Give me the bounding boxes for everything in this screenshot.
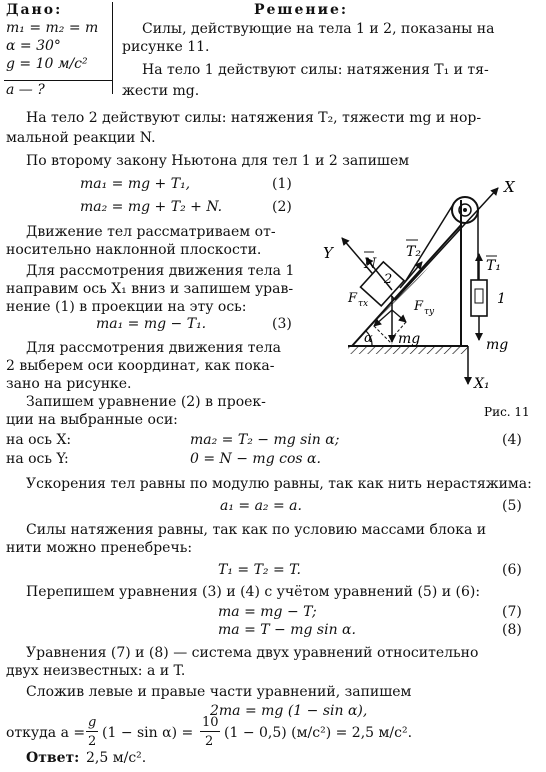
body-1-label: 1 [497,291,506,307]
equation-9: 2ma = mg (1 − sin α), [210,703,368,719]
axis-x-letter: X [504,178,515,196]
answer-label: Ответ: [26,750,80,766]
equation-4-x: ma₂ = T₂ − mg sin α; [190,432,340,448]
gravity-body-2-label: mg [398,331,421,347]
given-find: a — ? [6,82,45,98]
given-line-masses: m₁ = m₂ = m [6,20,99,36]
paragraph-12-line-1: Уравнения (7) и (8) — система двух уравнений относительно [26,645,479,661]
paragraph-5-line-1: Движение тел рассматриваем от- [26,224,276,240]
paragraph-6-line-3: нение (1) в проекции на эту ось: [6,299,247,315]
component-guide-1 [374,326,392,344]
equation-5: a₁ = a₂ = a. [220,498,302,514]
given-line-gravity: g = 10 м/с² [6,56,88,72]
paragraph-12-line-2: двух неизвестных: a и T. [6,663,186,679]
figure-caption: Рис. 11 [484,405,530,419]
paragraph-13: Сложив левые и правые части уравнений, запишем [26,684,412,700]
paragraph-9: Ускорения тел равны по модулю равны, так как нить нерастяжима: [26,476,532,492]
final-fraction-2-numerator: 10 [202,715,219,730]
equation-3-number: (3) [272,316,292,332]
paragraph-2-line-2: жести mg. [122,83,200,99]
answer-value: 2,5 м/с². [86,750,147,766]
equation-5-number: (5) [502,498,522,514]
axis-x-label: на ось X: [6,432,72,448]
equation-7-number: (7) [502,604,522,620]
equation-2: ma₂ = mg + T₂ + N. [80,199,223,215]
gravity-y-component-subscript: τy [424,307,435,317]
equation-4-y: 0 = N − mg cos α. [190,451,321,467]
pulley-axle [463,208,467,212]
equation-8: ma = T − mg sin α. [218,622,356,638]
equation-8-number: (8) [502,622,522,638]
paragraph-6-line-2: направим ось X₁ вниз и запишем урав- [6,281,294,297]
paragraph-1-line-2: рисунке 11. [122,39,210,55]
solution-title: Решение: [254,2,349,18]
paragraph-11: Перепишем уравнения (3) и (4) с учётом уравнений (5) и (6): [26,584,481,600]
paragraph-5-line-2: носительно наклонной плоскости. [6,242,262,258]
paragraph-10-line-1: Силы натяжения равны, так как по условию массами блока и [26,522,487,538]
final-tail: (1 − 0,5) (м/с²) = 2,5 м/с². [224,725,413,741]
equation-3: ma₁ = mg − T₁. [96,316,207,332]
final-fraction-1-denominator: 2 [88,734,97,749]
angle-label: α [364,331,373,346]
given-line-angle: α = 30° [6,38,61,54]
paragraph-4: По второму закону Ньютона для тел 1 и 2 запишем [26,153,410,169]
paragraph-7-line-3: зано на рисунке. [6,376,132,392]
paragraph-3-line-1: На тело 2 действуют силы: натяжения T₂, тяжести mg и нор- [26,110,482,126]
tension-1-label: T₁ [486,258,501,274]
given-title: Дано: [6,2,63,18]
gravity-y-component-arrow [392,310,406,322]
final-prefix: откуда a = [6,725,86,741]
equation-1: ma₁ = mg + T₁, [80,176,191,192]
axis-y-label: на ось Y: [6,451,69,467]
equation-7: ma = mg − T; [218,604,317,620]
paragraph-1-line-1: Силы, действующие на тела 1 и 2, показаны на [142,21,495,37]
gravity-x-component-label: F [348,291,358,306]
paragraph-10-line-2: нити можно пренебречь: [6,540,193,556]
body-2-label: 2 [384,272,393,287]
equation-2-number: (2) [272,199,292,215]
equation-6: T₁ = T₂ = T. [218,562,301,578]
paragraph-6-line-1: Для рассмотрения движения тела 1 [26,263,295,279]
normal-force-label: N [364,256,377,272]
final-fraction-1-numerator: g [88,715,97,730]
axis-x1-label: X₁ [474,376,490,392]
equation-1-number: (1) [272,176,292,192]
paragraph-3-line-2: мальной реакции N. [6,130,156,146]
body-1 [471,280,487,316]
axis-y-letter: Y [323,244,333,262]
paragraph-2-line-1: На тело 1 действуют силы: натяжения T₁ и тя- [142,62,489,78]
paragraph-8-line-2: ции на выбранные оси: [6,412,178,428]
paragraph-7-line-1: Для рассмотрения движения тела [26,340,282,356]
gravity-x-component-subscript: τx [358,299,369,309]
gravity-body-1-label: mg [486,337,509,353]
final-fraction-2-denominator: 2 [205,734,214,749]
equation-4-number: (4) [502,432,522,448]
gravity-y-component-label: F [414,299,424,314]
paragraph-7-line-2: 2 выберем оси координат, как пока- [6,358,275,374]
final-middle: (1 − sin α) = [102,725,194,741]
tension-2-label: T₂ [406,244,421,260]
ground-hatching [348,346,468,354]
paragraph-8-line-1: Запишем уравнение (2) в проек- [26,394,266,410]
equation-6-number: (6) [502,562,522,578]
